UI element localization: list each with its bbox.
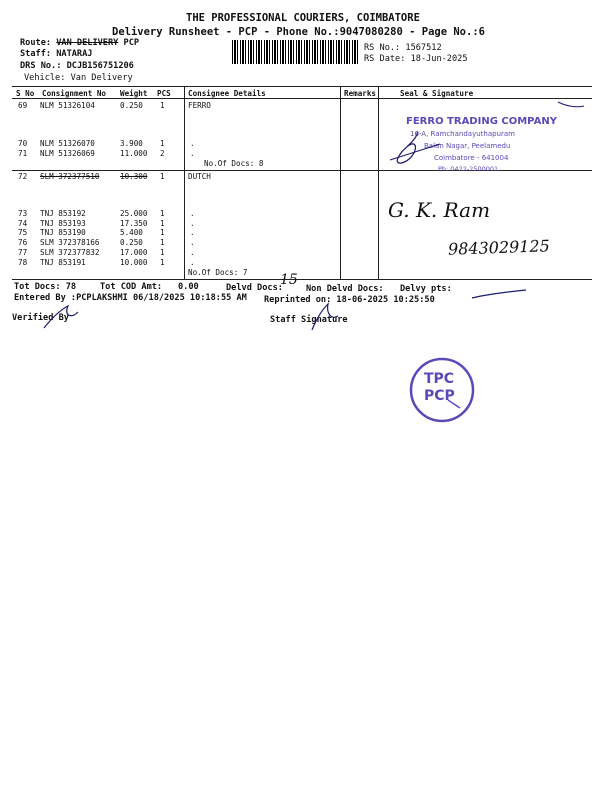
rs-no-label: RS No.:	[364, 43, 401, 53]
row-details: .	[190, 139, 195, 148]
row-consignment: NLM 51326104	[40, 101, 95, 110]
vehicle-label: Vehicle:	[24, 73, 66, 83]
stamp-line3: Coimbatore - 641004	[434, 154, 509, 162]
row-weight: 25.000	[120, 209, 148, 218]
group2-docs-count: No.Of Docs: 7	[188, 268, 248, 277]
row-weight: 0.250	[120, 101, 143, 110]
row-weight: 17.350	[120, 219, 148, 228]
row-details: .	[190, 219, 195, 228]
col-divider-details	[184, 86, 185, 279]
row-sno: 74	[18, 219, 28, 228]
row-details: .	[190, 258, 195, 267]
rs-date-row	[364, 54, 468, 64]
row-sno: 73	[18, 209, 28, 218]
row-consignment: NLM 51326070	[40, 139, 95, 148]
row-details: FERRO	[188, 101, 211, 110]
route-label: Route:	[20, 38, 52, 48]
row-weight: 0.250	[120, 238, 143, 247]
barcode	[232, 40, 358, 64]
row-consignment: NLM 51326069	[40, 149, 95, 158]
rs-no-row	[364, 43, 442, 53]
row-weight: 11.000	[120, 149, 148, 158]
row-details: DUTCH	[188, 172, 211, 181]
row-pcs: 2	[160, 149, 165, 158]
delivered-docs-handwritten: 15	[280, 272, 298, 288]
row-pcs: 1	[160, 139, 165, 148]
header-consignment: Consignment No	[42, 89, 107, 98]
vehicle-row	[24, 73, 133, 83]
staff-label: Staff:	[20, 49, 52, 59]
staff-signature-label: Staff Signature	[270, 315, 348, 325]
row-consignment: SLM 372377510	[40, 172, 100, 181]
row-sno: 72	[18, 172, 28, 181]
row-details: .	[190, 248, 195, 257]
row-details: .	[190, 149, 195, 158]
staff-signature-scribble	[306, 300, 346, 334]
row-details: .	[190, 228, 195, 237]
row-pcs: 1	[160, 172, 165, 181]
stamp-company-name: FERRO TRADING COMPANY	[406, 116, 557, 127]
row-pcs: 1	[160, 248, 165, 257]
drs-value: DCJB156751206	[66, 61, 134, 71]
header-weight: Weight	[120, 89, 148, 98]
row-consignment: TNJ 853192	[40, 209, 86, 218]
row-sno: 78	[18, 258, 28, 267]
header-pcs: PCS	[157, 89, 171, 98]
total-cod-label: Tot COD Amt:	[100, 282, 163, 292]
reprinted-on: Reprinted on: 18-06-2025 10:25:50	[264, 295, 435, 305]
total-docs: Tot Docs: 78	[14, 282, 77, 292]
tpc-stamp-line2: PCP	[424, 388, 455, 404]
total-cod-value: 0.00	[178, 282, 199, 292]
runsheet-title: Delivery Runsheet - PCP - Phone No.:9047080280 - Page No.:6	[112, 26, 485, 38]
stamp-line1: 16-A, Ramchandayuthapuram	[410, 130, 515, 138]
delivery-points-dash	[470, 288, 530, 302]
header-sno: S No	[16, 89, 35, 98]
row-pcs: 1	[160, 228, 165, 237]
non-delivered-docs-label: Non Delvd Docs:	[306, 284, 384, 294]
stamp-line4: Ph: 0422-2500001	[438, 165, 499, 173]
delivery-points-label: Delvy pts:	[400, 284, 452, 294]
row-consignment: SLM 372378166	[40, 238, 100, 247]
row-consignment: TNJ 853191	[40, 258, 86, 267]
delivered-docs-label: Delvd Docs:	[226, 283, 283, 293]
vehicle-value: Van Delivery	[70, 73, 133, 83]
header-remarks: Remarks	[344, 89, 377, 98]
col-divider-seal	[378, 86, 379, 279]
header-seal: Seal & Signature	[400, 89, 474, 98]
row-weight: 10.300	[120, 172, 148, 181]
tpc-stamp-line1: TPC	[424, 371, 455, 387]
table-top-rule	[12, 86, 592, 87]
rs-date-value: 18-Jun-2025	[410, 54, 468, 64]
row-pcs: 1	[160, 219, 165, 228]
group1-docs-count: No.Of Docs: 8	[204, 159, 264, 168]
verified-by-label: Verified By	[12, 313, 69, 323]
row-sno: 71	[18, 149, 28, 158]
rs-date-label: RS Date:	[364, 54, 406, 64]
handwritten-phone: 9843029125	[447, 236, 551, 259]
drs-label: DRS No.:	[20, 61, 62, 71]
header-consignee: Consignee Details	[188, 89, 266, 98]
rs-no-value: 1567512	[405, 43, 442, 53]
staff-row	[20, 49, 92, 59]
col-divider-remarks	[340, 86, 341, 279]
row-pcs: 1	[160, 101, 165, 110]
route-value-suffix: PCP	[123, 38, 140, 48]
row-pcs: 1	[160, 209, 165, 218]
row-pcs: 1	[160, 238, 165, 247]
row-details: .	[190, 209, 195, 218]
table-header-rule	[12, 98, 592, 99]
drs-row	[20, 61, 134, 71]
tpc-round-stamp	[408, 356, 476, 424]
signature-scribble	[380, 100, 600, 180]
stamp-line2: Balan Nagar, Peelamedu	[424, 142, 511, 150]
route-value-struck: VAN DELIVERY	[56, 38, 119, 48]
staff-value: NATARAJ	[56, 49, 93, 59]
row-weight: 10.000	[120, 258, 148, 267]
row-sno: 69	[18, 101, 28, 110]
row-pcs: 1	[160, 258, 165, 267]
verified-by-scribble	[38, 300, 88, 334]
row-sno: 75	[18, 228, 28, 237]
row-weight: 17.000	[120, 248, 148, 257]
table-bottom-rule	[12, 279, 592, 280]
handwritten-name: G. K. Ram	[388, 198, 491, 222]
row-sno: 70	[18, 139, 28, 148]
company-title: THE PROFESSIONAL COURIERS, COIMBATORE	[186, 12, 420, 24]
row-sno: 77	[18, 248, 28, 257]
row-consignment: TNJ 853190	[40, 228, 86, 237]
row-consignment: SLM 372377832	[40, 248, 100, 257]
row-weight: 5.400	[120, 228, 143, 237]
route-row	[20, 38, 139, 48]
row-consignment: TNJ 853193	[40, 219, 86, 228]
entered-by: Entered By :PCPLAKSHMI 06/18/2025 10:18:55 AM	[14, 293, 247, 303]
row-details: .	[190, 238, 195, 247]
row-weight: 3.900	[120, 139, 143, 148]
row-sno: 76	[18, 238, 28, 247]
